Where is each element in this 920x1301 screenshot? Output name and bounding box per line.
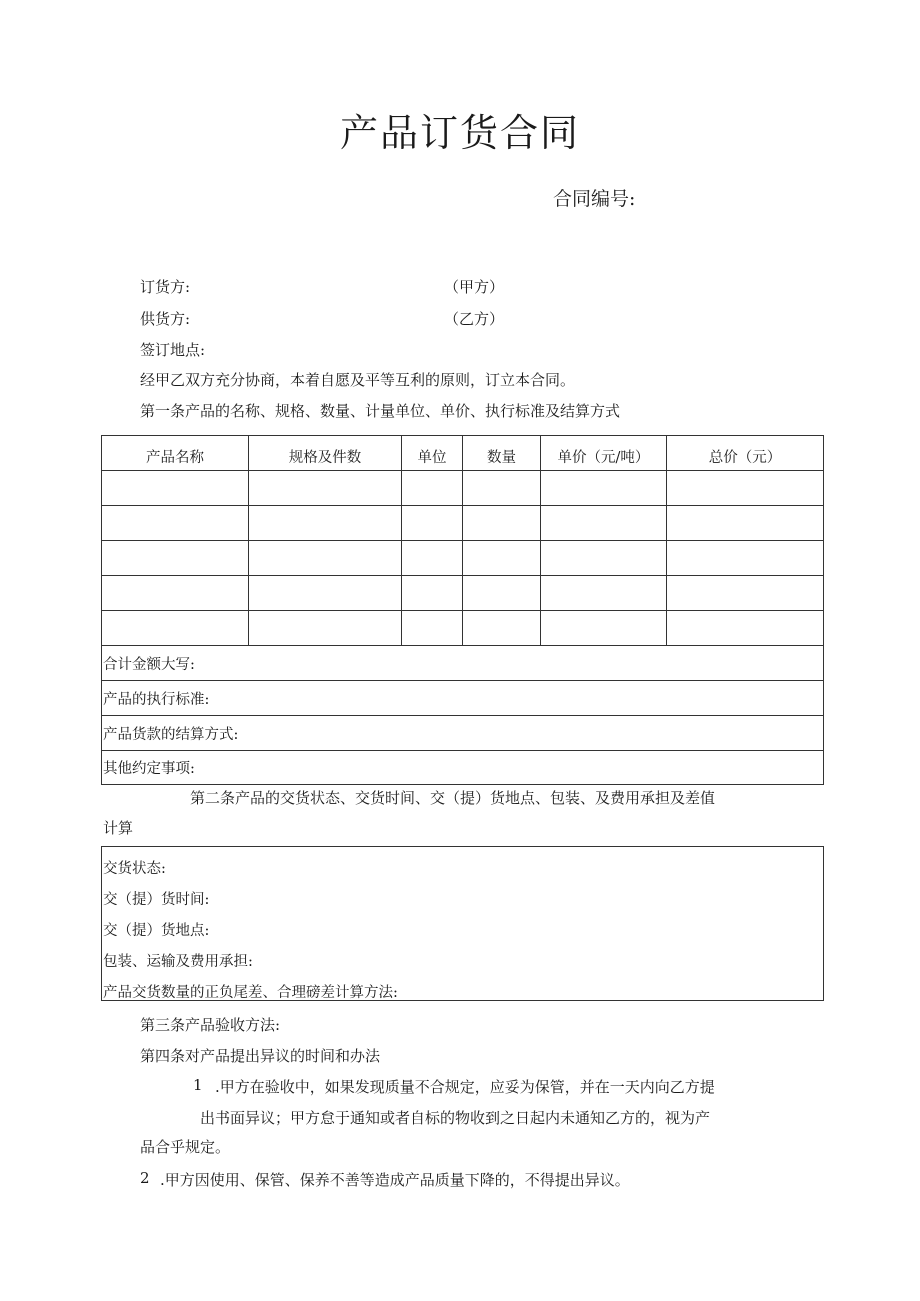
- table-cell[interactable]: [102, 541, 249, 576]
- table-cell[interactable]: [249, 471, 402, 506]
- table-row: [102, 541, 824, 576]
- table-row: [102, 576, 824, 611]
- other-terms-row: [102, 751, 824, 785]
- table-cell[interactable]: [667, 471, 824, 506]
- signing-place-label: 签订地点:: [140, 341, 206, 359]
- table-cell[interactable]: [541, 541, 667, 576]
- total-amount-label: 合计金额大写:: [102, 646, 824, 681]
- article-2-heading-continued: 计算: [103, 819, 134, 837]
- delivery-status-label: 交货状态:: [103, 861, 166, 877]
- table-cell[interactable]: [667, 541, 824, 576]
- table-cell[interactable]: [402, 541, 463, 576]
- table-cell[interactable]: [102, 611, 249, 646]
- table-cell[interactable]: [463, 576, 541, 611]
- table-cell[interactable]: [102, 576, 249, 611]
- table-cell[interactable]: [102, 471, 249, 506]
- packaging-cost-label: 包装、运输及费用承担:: [103, 954, 253, 970]
- product-table: [101, 435, 824, 785]
- table-cell[interactable]: [249, 541, 402, 576]
- table-cell[interactable]: [463, 471, 541, 506]
- article-3-heading: 第三条产品验收方法:: [140, 1016, 281, 1034]
- clause-1-line-3: 品合乎规定。: [140, 1138, 231, 1156]
- settlement-row: [102, 716, 824, 751]
- table-cell[interactable]: [541, 471, 667, 506]
- contract-number-label: 合同编号:: [553, 188, 636, 210]
- table-row: [102, 471, 824, 506]
- header-total-price: 总价（元）: [667, 436, 824, 471]
- header-unit-price: 单价（元/吨）: [541, 436, 667, 471]
- total-amount-row: [102, 646, 824, 681]
- clause-1-line-1: .甲方在验收中，如果发现质量不合规定，应妥为保管，并在一天内向乙方提: [215, 1078, 715, 1096]
- supplier-role: （乙方）: [444, 310, 505, 328]
- table-cell[interactable]: [402, 506, 463, 541]
- table-cell[interactable]: [463, 541, 541, 576]
- header-quantity: 数量: [463, 436, 541, 471]
- table-cell[interactable]: [102, 506, 249, 541]
- standard-row: [102, 681, 824, 716]
- clause-2-text: .甲方因使用、保管、保养不善等造成产品质量下降的，不得提出异议。: [160, 1171, 630, 1189]
- buyer-label: 订货方:: [140, 278, 191, 296]
- table-cell[interactable]: [463, 506, 541, 541]
- table-cell[interactable]: [667, 576, 824, 611]
- settlement-method-label: 产品货款的结算方式:: [102, 716, 824, 751]
- buyer-role: （甲方）: [444, 278, 505, 296]
- table-cell[interactable]: [541, 576, 667, 611]
- article-1-heading: 第一条产品的名称、规格、数量、计量单位、单价、执行标准及结算方式: [140, 402, 621, 420]
- table-row: [102, 611, 824, 646]
- other-terms-label: 其他约定事项:: [102, 751, 824, 785]
- header-spec: 规格及件数: [249, 436, 402, 471]
- clause-1-line-2: 出书面异议；甲方怠于通知或者自标的物收到之日起内未通知乙方的，视为产: [200, 1109, 711, 1127]
- table-cell[interactable]: [249, 576, 402, 611]
- clause-1-number: 1: [193, 1076, 203, 1094]
- table-cell[interactable]: [402, 471, 463, 506]
- table-cell[interactable]: [249, 611, 402, 646]
- table-cell[interactable]: [667, 506, 824, 541]
- table-cell[interactable]: [402, 576, 463, 611]
- table-cell[interactable]: [667, 611, 824, 646]
- document-title: 产品订货合同: [339, 111, 580, 155]
- article-2-heading: 第二条产品的交货状态、交货时间、交（提）货地点、包装、及费用承担及差值: [190, 789, 716, 807]
- table-cell[interactable]: [402, 611, 463, 646]
- header-unit: 单位: [402, 436, 463, 471]
- delivery-terms-box: [101, 846, 824, 1001]
- table-row: [102, 506, 824, 541]
- supplier-label: 供货方:: [140, 310, 191, 328]
- table-cell[interactable]: [541, 611, 667, 646]
- quantity-tolerance-label: 产品交货数量的正负尾差、合理磅差计算方法:: [103, 985, 398, 1001]
- table-cell[interactable]: [249, 506, 402, 541]
- table-cell[interactable]: [463, 611, 541, 646]
- header-product-name: 产品名称: [102, 436, 249, 471]
- delivery-place-label: 交（提）货地点:: [103, 923, 210, 939]
- table-cell[interactable]: [541, 506, 667, 541]
- article-4-heading: 第四条对产品提出异议的时间和办法: [140, 1047, 381, 1065]
- product-table-header-row: [102, 436, 824, 471]
- clause-2-number: 2: [140, 1169, 150, 1187]
- intro-paragraph: 经甲乙双方充分协商，本着自愿及平等互利的原则，订立本合同。: [140, 371, 576, 389]
- delivery-time-label: 交（提）货时间:: [103, 892, 210, 908]
- execution-standard-label: 产品的执行标准:: [102, 681, 824, 716]
